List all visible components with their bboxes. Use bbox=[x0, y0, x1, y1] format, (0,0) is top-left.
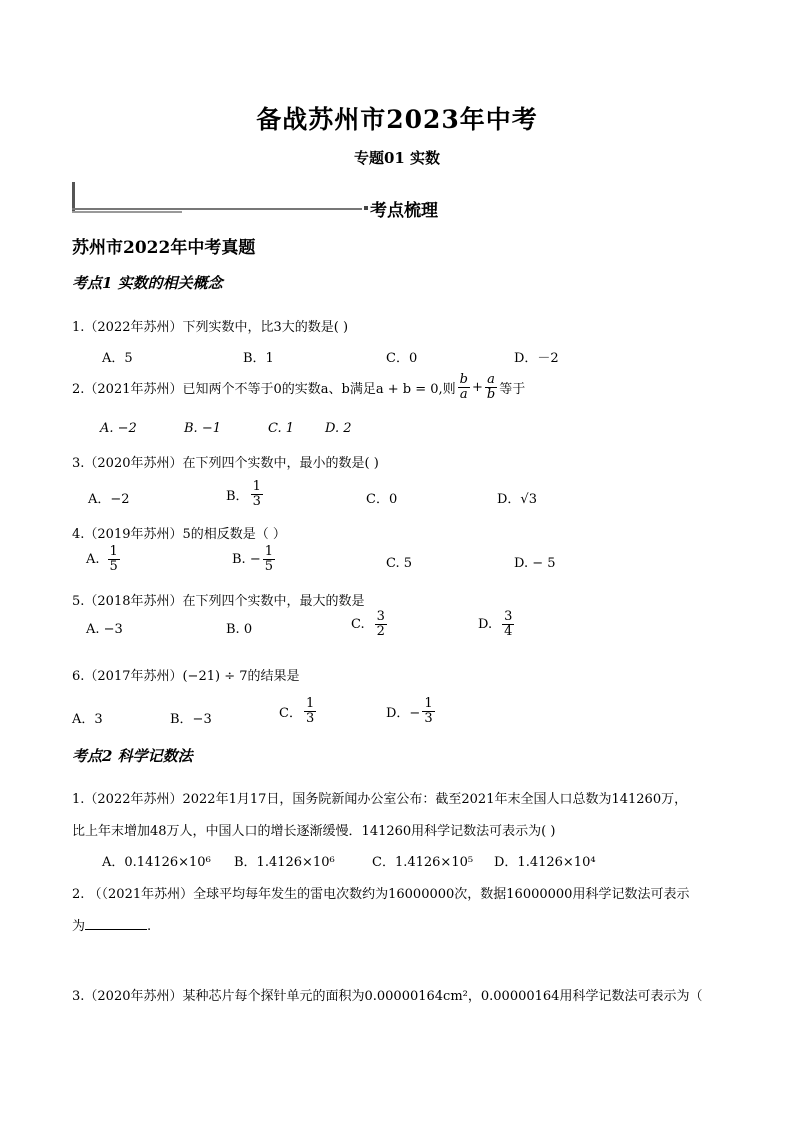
answer-blank bbox=[85, 917, 147, 930]
document-title: 备战苏州市2023年中考 bbox=[256, 105, 538, 134]
fraction-a-over-b bbox=[485, 373, 497, 401]
q1-5-option-d bbox=[478, 610, 516, 638]
decorative-rule-short bbox=[72, 211, 182, 213]
question-2-2-line-1: 2. （（2021年苏州）全球平均每年发生的雷电次数约为16000000次，数据16000000用科学记数法可表示 bbox=[72, 887, 690, 902]
q1-3-option-a: A．−2 bbox=[88, 492, 130, 507]
q1-5-option-b: B. 0 bbox=[226, 622, 253, 637]
q1-3-option-d: D．√3 bbox=[497, 492, 537, 507]
fraction-numerator: 3 bbox=[376, 609, 385, 624]
q1-2-option-a: A. −2 bbox=[100, 421, 137, 436]
topic-2-title: 考点2 科学记数法 bbox=[72, 747, 193, 765]
q2-1-option-a: A．0.14126×10⁶ bbox=[102, 855, 211, 870]
question-1-4: 4.（2019年苏州）5的相反数是（ ） bbox=[72, 527, 286, 542]
fraction-one-third bbox=[422, 697, 434, 725]
q1-4-option-d: D. − 5 bbox=[514, 556, 556, 571]
fraction-numerator: 1 bbox=[424, 696, 433, 711]
question-1-2 bbox=[72, 373, 525, 401]
fraction-denominator: 5 bbox=[264, 558, 273, 574]
fraction-denominator: 2 bbox=[376, 623, 385, 639]
question-2-1-line-1: 1.（2022年苏州）2022年1月17日，国务院新闻办公室公布：截至2021年末全国人口总数为141260万， bbox=[72, 792, 688, 807]
question-2-2-line-2 bbox=[72, 915, 151, 934]
option-letter: D. bbox=[478, 616, 493, 632]
q1-6-option-a: A．3 bbox=[72, 712, 103, 727]
fraction-b-over-a bbox=[458, 373, 470, 401]
fraction-numerator: 3 bbox=[504, 609, 513, 624]
q1-2-stem: 2.（2021年苏州）已知两个不等于0的实数a、b满足a + b = 0,则 bbox=[72, 381, 456, 397]
fraction-denominator: b bbox=[486, 386, 496, 402]
fraction-one-fifth bbox=[263, 545, 275, 573]
option-letter: D．− bbox=[386, 705, 421, 721]
q1-2-option-b: B. −1 bbox=[184, 421, 221, 436]
plus-sign: + bbox=[471, 379, 483, 395]
decorative-rule bbox=[72, 208, 362, 210]
question-1-6: 6.（2017年苏州）(−21) ÷ 7的结果是 bbox=[72, 669, 300, 684]
q1-5-option-c bbox=[351, 610, 389, 638]
option-letter: C. bbox=[351, 616, 365, 632]
q1-3-option-b bbox=[226, 480, 265, 508]
fraction-one-fifth bbox=[108, 545, 120, 573]
subheading: 苏州市2022年中考真题 bbox=[72, 238, 256, 258]
question-1-5: 5.（2018年苏州）在下列四个实数中，最大的数是 bbox=[72, 594, 365, 609]
topic-1-title: 考点1 实数的相关概念 bbox=[72, 274, 223, 292]
q2-1-option-b: B．1.4126×10⁶ bbox=[234, 855, 335, 870]
q1-5-option-a: A. −3 bbox=[86, 622, 123, 637]
q2-2-prefix: 为 bbox=[72, 919, 86, 934]
q1-6-option-b: B．−3 bbox=[170, 712, 212, 727]
fraction-numerator: 1 bbox=[264, 544, 273, 559]
fraction-numerator: b bbox=[459, 372, 468, 387]
fraction-numerator: 1 bbox=[305, 696, 315, 711]
fraction-numerator: 1 bbox=[252, 479, 261, 494]
fraction-denominator: 3 bbox=[252, 493, 261, 509]
option-letter: A. bbox=[86, 551, 100, 567]
fraction-one-third bbox=[251, 480, 263, 508]
q1-2-stem-end: 等于 bbox=[499, 381, 526, 397]
fraction-one-third bbox=[304, 697, 316, 725]
decorative-bullet bbox=[364, 206, 368, 210]
q1-6-option-c bbox=[279, 697, 318, 725]
document-subtitle: 专题01 实数 bbox=[353, 149, 441, 167]
q1-1-option-c: C．0 bbox=[386, 351, 418, 366]
fraction-numerator: 1 bbox=[109, 544, 118, 559]
question-1-3: 3.（2020年苏州）在下列四个实数中，最小的数是( ) bbox=[72, 456, 379, 471]
fraction-denominator: 4 bbox=[504, 623, 513, 639]
fraction-numerator: a bbox=[487, 372, 495, 387]
q1-4-option-a bbox=[86, 545, 122, 573]
option-letter: C． bbox=[279, 705, 302, 721]
fraction-denominator: 5 bbox=[109, 558, 118, 574]
option-letter: B． bbox=[226, 488, 249, 504]
q1-1-option-a: A．5 bbox=[102, 351, 133, 366]
fraction-denominator: 3 bbox=[305, 710, 315, 726]
q2-2-suffix: . bbox=[147, 919, 152, 934]
fraction-three-halves bbox=[375, 610, 387, 638]
q2-1-option-d: D．1.4126×10⁴ bbox=[494, 855, 596, 870]
q1-6-option-d bbox=[386, 697, 437, 725]
q1-3-option-c: C．0 bbox=[366, 492, 398, 507]
fraction-three-quarters bbox=[502, 610, 514, 638]
q1-4-option-c: C. 5 bbox=[386, 556, 413, 571]
q1-1-option-d: D．－2 bbox=[514, 351, 559, 366]
question-2-3-line-1: 3.（2020年苏州）某种芯片每个探针单元的面积为0.00000164cm²，0.00000164用科学记数法可表示为（ bbox=[72, 989, 703, 1004]
question-2-1-line-2: 比上年末增加48万人，中国人口的增长逐渐缓慢．141260用科学记数法可表示为( ) bbox=[72, 824, 556, 839]
fraction-denominator: a bbox=[459, 386, 468, 402]
q2-1-option-c: C．1.4126×10⁵ bbox=[372, 855, 474, 870]
q1-2-option-d: D. 2 bbox=[325, 421, 352, 436]
q1-2-option-c: C. 1 bbox=[268, 421, 295, 436]
section-heading: 考点梳理 bbox=[370, 201, 438, 221]
q1-1-option-b: B．1 bbox=[243, 351, 274, 366]
option-letter: B. − bbox=[232, 551, 261, 567]
fraction-denominator: 3 bbox=[424, 710, 433, 726]
question-1-1: 1.（2022年苏州）下列实数中，比3大的数是( ) bbox=[72, 320, 349, 335]
q1-4-option-b bbox=[232, 545, 277, 573]
